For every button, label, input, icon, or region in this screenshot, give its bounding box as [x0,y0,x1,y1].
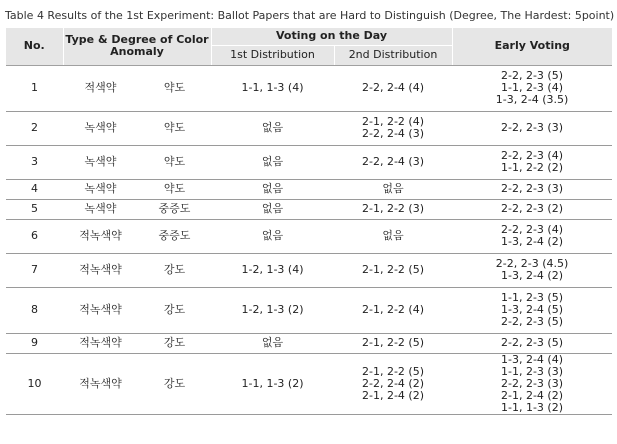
table-row [6,65,612,111]
second-distribution-line: 2-2, 2-4 (2) [362,376,425,390]
anomaly-degree-cell: 강도 [138,253,211,287]
first-distribution-cell: 1-1, 1-3 (2) [211,353,334,414]
early-voting-line: 1-1, 2-2 (2) [501,161,564,174]
second-distribution-cell [334,179,452,199]
early-voting-line: 1-3, 2-4 (2) [501,269,564,282]
row-no-cell: 5 [6,199,63,219]
early-voting-cell [452,199,612,219]
results-table [6,28,612,415]
table-row [6,219,612,253]
anomaly-type-cell: 적녹색약 [63,287,138,333]
second-distribution-line: 2-1, 2-2 (4) [362,115,425,128]
anomaly-type-cell: 녹색약 [63,179,138,199]
second-distribution-line: 없음 [382,182,404,195]
second-distribution-cell [334,333,452,353]
early-voting-line: 2-2, 2-3 (5) [501,315,564,328]
early-voting-line: 2-2, 2-3 (5) [501,69,564,82]
early-voting-line: 1-1, 2-3 (3) [501,364,564,378]
early-voting-line: 2-2, 2-3 (5) [501,336,564,349]
early-voting-line: 2-1, 2-4 (2) [501,388,564,402]
early-voting-line: 2-2, 2-3 (4.5) [495,257,569,270]
row-no-cell: 3 [6,145,63,179]
table-row [6,111,612,145]
row-no-cell: 7 [6,253,63,287]
second-distribution-cell [334,65,452,111]
anomaly-degree-cell: 중증도 [138,219,211,253]
second-distribution-line: 없음 [382,229,404,242]
early-voting-line: 1-3, 2-4 (4) [501,352,564,366]
second-distribution-cell [334,199,452,219]
first-distribution-cell: 1-2, 1-3 (4) [211,253,334,287]
anomaly-degree-cell: 약도 [138,145,211,179]
second-distribution-line: 2-1, 2-2 (5) [362,263,425,276]
early-voting-line: 1-1, 1-3 (2) [501,400,564,414]
second-distribution-cell [334,111,452,145]
second-distribution-cell [334,253,452,287]
early-voting-cell [452,65,612,111]
second-distribution-cell [334,353,452,414]
early-voting-cell [452,219,612,253]
anomaly-type-cell: 적녹색약 [63,219,138,253]
anomaly-type-cell: 적색약 [63,65,138,111]
row-no-cell: 6 [6,219,63,253]
early-voting-line: 1-1, 2-3 (5) [501,291,564,304]
early-voting-cell [452,333,612,353]
early-voting-line: 2-2, 2-3 (4) [501,223,564,236]
second-distribution-line: 2-2, 2-4 (3) [362,127,425,140]
early-voting-line: 1-3, 2-4 (2) [501,235,564,248]
second-distribution-cell [334,145,452,179]
anomaly-degree-cell: 강도 [138,287,211,333]
header-early-voting: Early Voting [452,28,612,65]
anomaly-type-cell: 적녹색약 [63,333,138,353]
early-voting-cell [452,145,612,179]
anomaly-degree-cell: 강도 [138,333,211,353]
anomaly-degree-cell: 약도 [138,65,211,111]
first-distribution-cell: 없음 [211,333,334,353]
early-voting-line: 2-2, 2-3 (4) [501,149,564,162]
table-row [6,199,612,219]
table-row [6,179,612,199]
anomaly-type-cell: 녹색약 [63,111,138,145]
early-voting-line: 2-2, 2-3 (2) [501,202,564,215]
row-no-cell: 8 [6,287,63,333]
early-voting-cell [452,353,612,414]
anomaly-type-cell: 녹색약 [63,145,138,179]
first-distribution-cell: 1-1, 1-3 (4) [211,65,334,111]
anomaly-degree-cell: 강도 [138,353,211,414]
second-distribution-cell [334,219,452,253]
first-distribution-cell: 없음 [211,145,334,179]
anomaly-degree-cell: 중증도 [138,199,211,219]
early-voting-cell [452,287,612,333]
early-voting-cell [452,253,612,287]
early-voting-cell [452,179,612,199]
second-distribution-line: 2-1, 2-2 (4) [362,303,425,316]
anomaly-type-cell: 적녹색약 [63,353,138,414]
early-voting-line: 2-2, 2-3 (3) [501,121,564,134]
first-distribution-cell: 없음 [211,219,334,253]
first-distribution-cell: 없음 [211,111,334,145]
early-voting-line: 1-3, 2-4 (5) [501,303,564,316]
second-distribution-line: 2-2, 2-4 (3) [362,155,425,168]
header-first-distribution: 1st Distribution [211,45,334,65]
second-distribution-line: 2-1, 2-2 (3) [362,202,425,215]
second-distribution-line: 2-1, 2-4 (2) [362,388,425,402]
table-caption: Table 4 Results of the 1st Experiment: Ballot Papers that are Hard to Distinguish (Degree, The Hardest: 5point) [5,9,615,22]
header-second-distribution: 2nd Distribution [334,45,452,65]
second-distribution-line: 2-1, 2-2 (5) [362,336,425,349]
row-no-cell: 2 [6,111,63,145]
table-row [6,287,612,333]
anomaly-type-cell: 녹색약 [63,199,138,219]
anomaly-type-cell: 적녹색약 [63,253,138,287]
anomaly-degree-cell: 약도 [138,111,211,145]
row-no-cell: 1 [6,65,63,111]
row-no-cell: 9 [6,333,63,353]
table-row [6,353,612,414]
early-voting-cell [452,111,612,145]
row-no-cell: 10 [6,353,63,414]
table-row [6,333,612,353]
first-distribution-cell: 없음 [211,179,334,199]
header-voting-day: Voting on the Day [211,28,452,45]
table-row [6,145,612,179]
early-voting-line: 2-2, 2-3 (3) [501,182,564,195]
second-distribution-line: 2-2, 2-4 (4) [362,81,425,94]
second-distribution-cell [334,287,452,333]
first-distribution-cell: 없음 [211,199,334,219]
first-distribution-cell: 1-2, 1-3 (2) [211,287,334,333]
early-voting-line: 1-1, 2-3 (4) [501,81,564,94]
header-type-degree: Type & Degree of Color Anomaly [63,28,211,65]
table-row [6,253,612,287]
early-voting-line: 2-2, 2-3 (3) [501,376,564,390]
header-no: No. [6,28,63,65]
row-no-cell: 4 [6,179,63,199]
second-distribution-line: 2-1, 2-2 (5) [362,364,425,378]
early-voting-line: 1-3, 2-4 (3.5) [495,93,569,106]
anomaly-degree-cell: 약도 [138,179,211,199]
